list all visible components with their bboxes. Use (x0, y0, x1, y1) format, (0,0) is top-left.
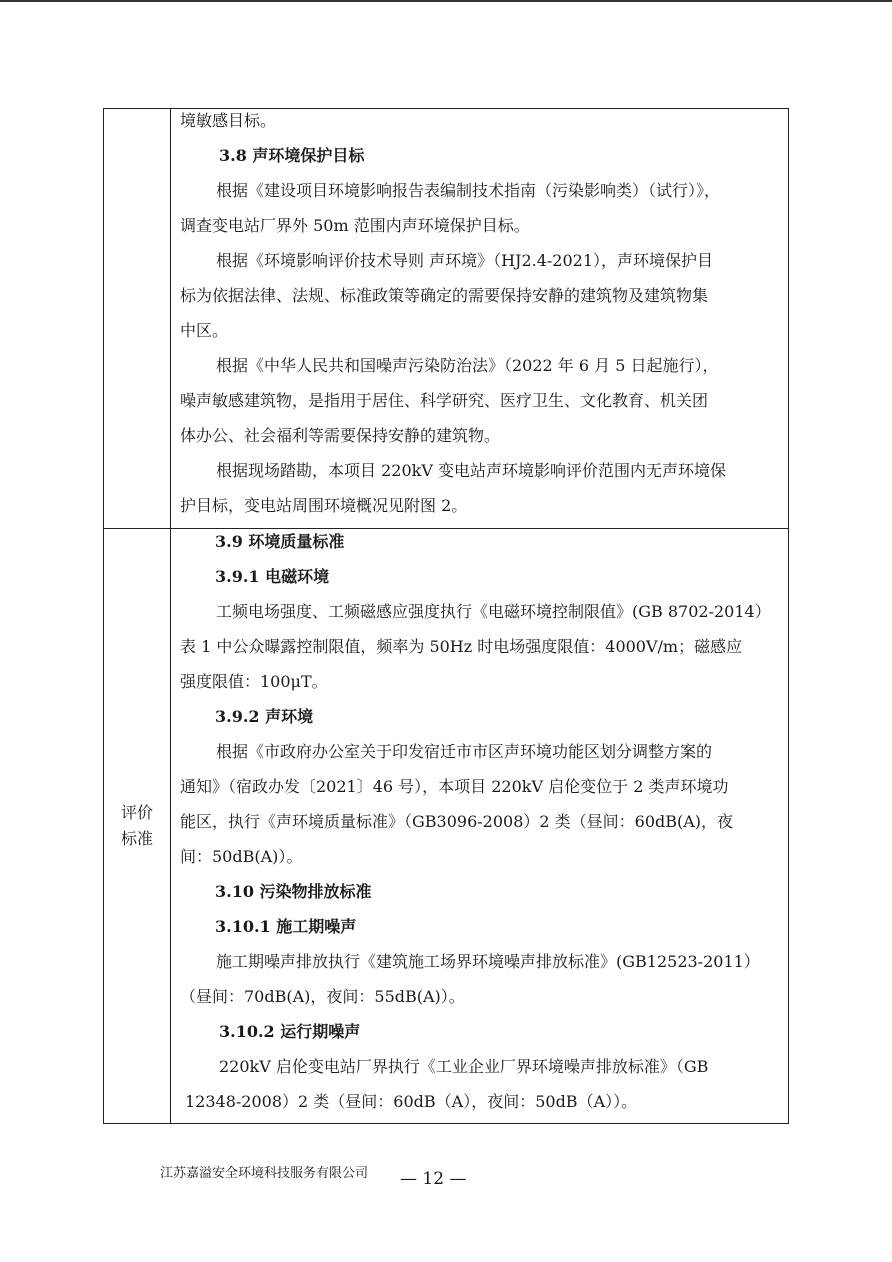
section-heading: 3.10.2 运行期噪声 (219, 1022, 361, 1041)
section-heading: 3.8 声环境保护目标 (219, 146, 365, 165)
page-top-rule (0, 0, 892, 2)
paragraph-line: 表 1 中公众曝露控制限值，频率为 50Hz 时电场强度限值：4000V/m；磁感应 (180, 637, 743, 656)
paragraph-line: 根据《市政府办公室关于印发宿迁市市区声环境功能区划分调整方案的 (216, 742, 713, 761)
paragraph-line: 护目标，变电站周围环境概况见附图 2。 (180, 496, 468, 515)
footer-page-number: — 12 — (400, 1169, 467, 1189)
section-heading: 3.9.2 声环境 (215, 707, 314, 726)
paragraph-line: 12348-2008）2 类（昼间：60dB（A），夜间：50dB（A））。 (185, 1092, 638, 1111)
section-heading: 3.9 环境质量标准 (215, 532, 345, 551)
section-label-evaluation-standard (106, 800, 168, 852)
paragraph-line: 工频电场强度、工频磁感应强度执行《电磁环境控制限值》(GB 8702-2014） (216, 602, 771, 621)
section-label-line-1: 评价 (120, 803, 153, 822)
section-heading: 3.10.1 施工期噪声 (215, 917, 357, 936)
footer-company-name: 江苏嘉溢安全环境科技服务有限公司 (160, 1166, 369, 1181)
section-heading: 3.9.1 电磁环境 (215, 567, 330, 586)
paragraph-line: 噪声敏感建筑物，是指用于居住、科学研究、医疗卫生、文化教育、机关团 (180, 391, 709, 410)
paragraph-line: 体办公、社会福利等需要保持安静的建筑物。 (180, 426, 501, 445)
table-row-divider (103, 528, 789, 529)
paragraph-line: 中区。 (180, 321, 229, 340)
paragraph-line: 强度限值：100μT。 (180, 672, 328, 691)
paragraph-line: 根据《建设项目环境影响报告表编制技术指南（污染影响类）（试行）》， (216, 181, 721, 200)
section-label-line-2: 标准 (120, 829, 153, 848)
section-heading: 3.10 污染物排放标准 (215, 882, 372, 901)
paragraph-line: 间：50dB(A)）。 (180, 847, 303, 866)
paragraph-line: 220kV 启伦变电站厂界执行《工业企业厂界环境噪声排放标准》（GB (219, 1057, 709, 1076)
paragraph-line: 能区，执行《声环境质量标准》（GB3096-2008）2 类（昼间：60dB(A)，夜 (180, 812, 734, 831)
paragraph-line: 根据《中华人民共和国噪声污染防治法》（2022 年 6 月 5 日起施行）， (216, 356, 719, 375)
paragraph-line: 调查变电站厂界外 50m 范围内声环境保护目标。 (180, 216, 530, 235)
paragraph-line: （昼间：70dB(A)，夜间：55dB(A)）。 (180, 987, 465, 1006)
paragraph-line: 施工期噪声排放执行《建筑施工场界环境噪声排放标准》(GB12523-2011） (216, 952, 760, 971)
paragraph-line: 根据《环境影响评价技术导则 声环境》（HJ2.4-2021），声环境保护目 (216, 251, 714, 270)
paragraph-line: 标为依据法律、法规、标准政策等确定的需要保持安静的建筑物及建筑物集 (180, 286, 709, 305)
table-column-divider (170, 108, 171, 1124)
paragraph-line: 通知》（宿政办发〔2021〕46 号），本项目 220kV 启伦变位于 2 类声环境功 (180, 777, 729, 796)
paragraph-line: 境敏感目标。 (180, 111, 277, 130)
paragraph-line: 根据现场踏勘，本项目 220kV 变电站声环境影响评价范围内无声环境保 (216, 461, 726, 480)
